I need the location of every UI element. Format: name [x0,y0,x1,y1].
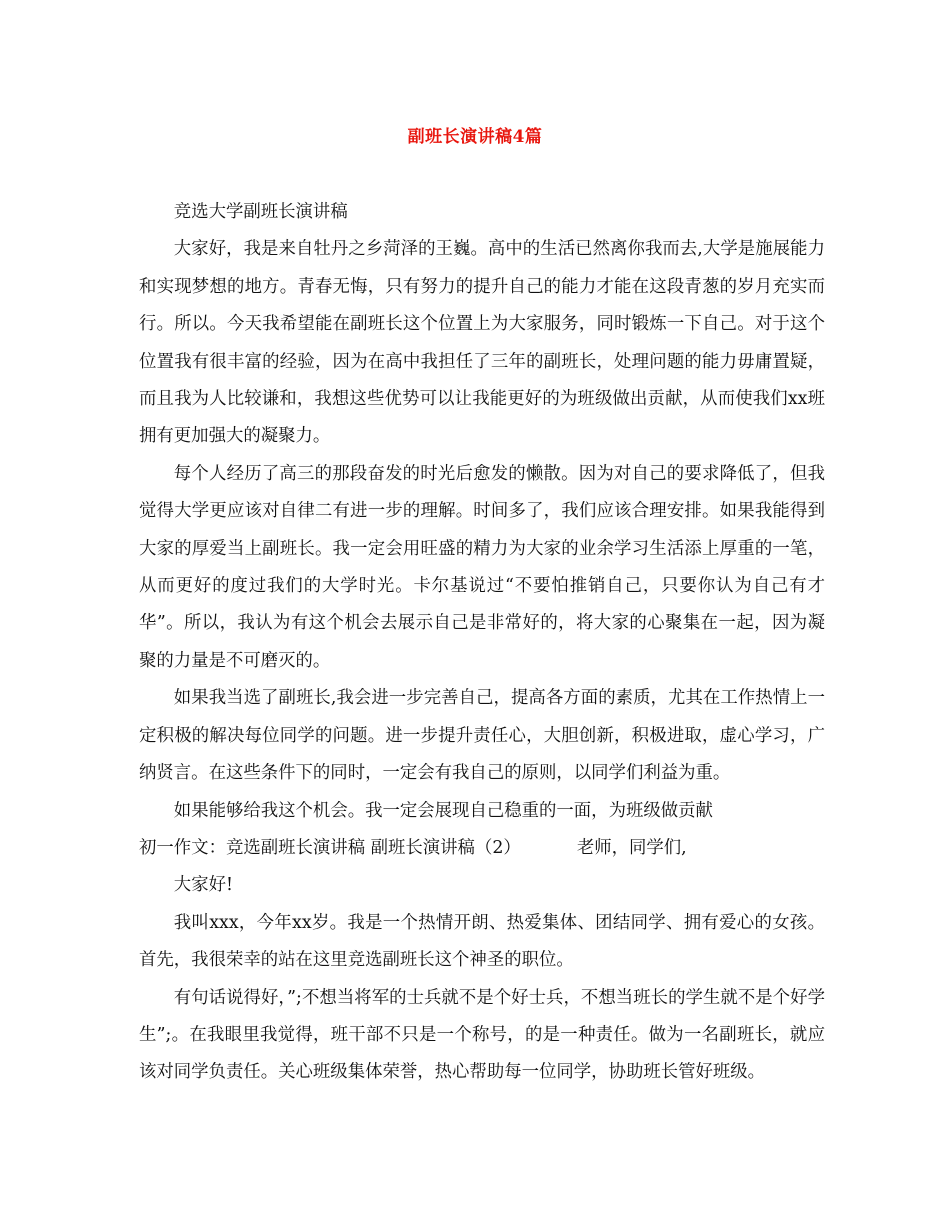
body-paragraph: 有句话说得好，”;不想当将军的士兵就不是个好士兵，不想当班长的学生就不是个好学生”;。在我眼里我觉得，班干部不只是一个称号，的是一种责任。做为一名副班长，就应该对同学负责任。关心班级集体荣誉，热心帮助每一位同学，协助班长管好班级。 [139,987,825,1083]
source-line [139,830,825,867]
source-text: 初一作文：竞选副班长演讲稿 副班长演讲稿（2） [139,837,521,858]
greeting-text: 老师，同学们, [576,837,687,858]
body-paragraph: 大家好，我是来自牡丹之乡菏泽的王巍。高中的生活已然离你我而去,大学是施展能力和实现梦想的地方。青春无悔，只有努力的提升自己的能力才能在这段青葱的岁月充实而行。所以。今天我希望能在副班长这个位置上为大家服务，同时锻炼一下自己。对于这个位置我有很丰富的经验，因为在高中我担任了三年的副班长，处理问题的能力毋庸置疑，而且我为人比较谦和，我想这些优势可以让我能更好的为班级做出贡献，从而使我们xx班拥有更加强大的凝聚力。 [139,239,825,447]
document-body [139,194,825,1092]
body-paragraph: 每个人经历了高三的那段奋发的时光后愈发的懒散。因为对自己的要求降低了，但我觉得大学更应该对自律二有进一步的理解。时间多了，我们应该合理安排。如果我能得到大家的厚爱当上副班长。我一定会用旺盛的精力为大家的业余学习生活添上厚重的一笔，从而更好的度过我们的大学时光。卡尔基说过“不要怕推销自己，只要你认为自己有才华”。所以，我认为有这个机会去展示自己是非常好的，将大家的心聚集在一起，因为凝聚的力量是不可磨灭的。 [139,463,825,671]
body-paragraph: 大家好! [173,875,233,896]
body-paragraph: 我叫xxx，今年xx岁。我是一个热情开朗、热爱集体、团结同学、拥有爱心的女孩。首先，我很荣幸的站在这里竞选副班长这个神圣的职位。 [139,912,825,971]
section-heading: 竞选大学副班长演讲稿 [173,202,348,222]
body-paragraph: 如果能够给我这个机会。我一定会展现自己稳重的一面，为班级做贡献 [173,800,713,821]
document-title: 副班长演讲稿4篇 [407,127,543,147]
body-paragraph: 如果我当选了副班长,我会进一步完善自己，提高各方面的素质，尤其在工作热情上一定积极的解决每位同学的问题。进一步提升责任心，大胆创新，积极进取，虚心学习，广纳贤言。在这些条件下的同时，一定会有我自己的原则，以同学们利益为重。 [139,688,825,784]
